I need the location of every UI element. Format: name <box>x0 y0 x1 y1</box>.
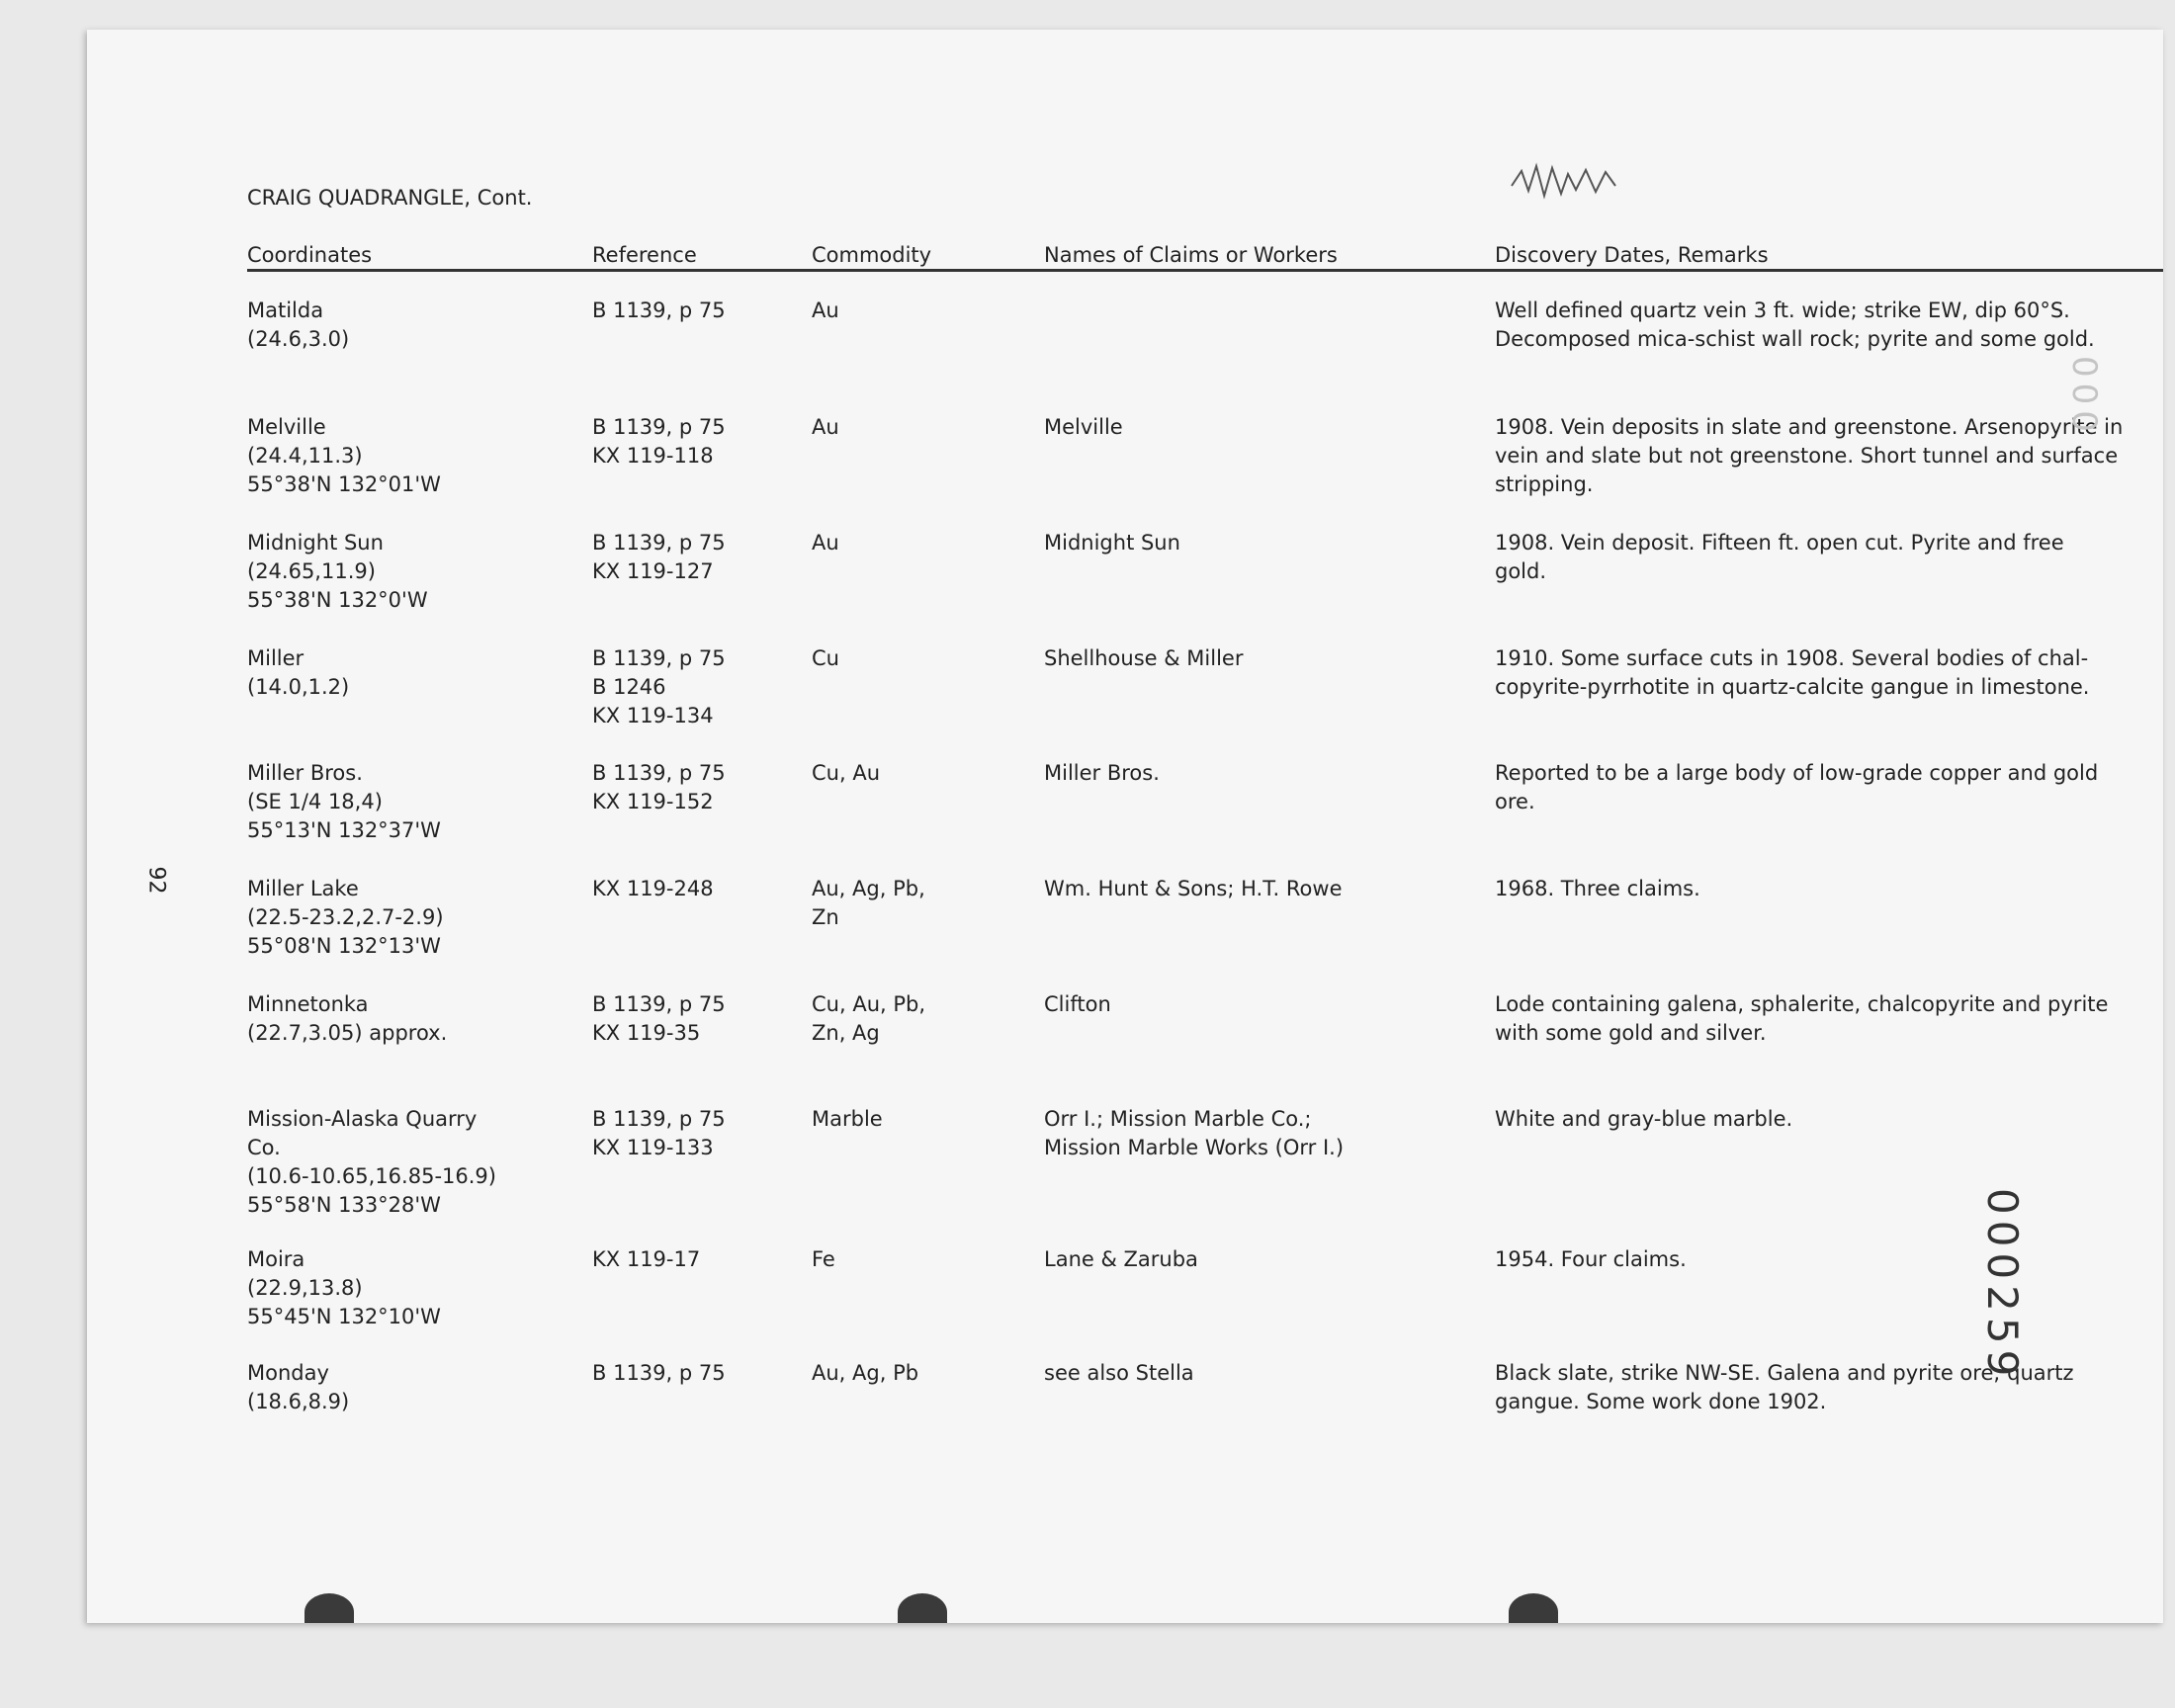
cell-line: KX 119-35 <box>592 1021 701 1045</box>
names-cell <box>1044 875 1343 903</box>
cell-line: Melville <box>1044 415 1123 439</box>
commodity-cell <box>812 990 925 1048</box>
cell-line: Decomposed mica-schist wall rock; pyrite and some gold. <box>1495 327 2095 351</box>
cell-line: (10.6-10.65,16.85-16.9) <box>247 1164 496 1188</box>
reference-cell <box>592 1105 726 1162</box>
cell-line: stripping. <box>1495 472 1594 496</box>
remarks-cell <box>1495 1245 1687 1274</box>
cell-line: B 1139, p 75 <box>592 299 726 322</box>
reference-cell <box>592 990 726 1048</box>
names-cell <box>1044 1245 1198 1274</box>
cell-line: Midnight Sun <box>247 531 384 555</box>
cell-line: Shellhouse & Miller <box>1044 646 1244 670</box>
cell-line: copyrite-pyrrhotite in quartz-calcite gangue in limestone. <box>1495 675 2090 699</box>
cell-line: gangue. Some work done 1902. <box>1495 1390 1827 1413</box>
cell-line: B 1139, p 75 <box>592 761 726 785</box>
cell-line: Fe <box>812 1247 835 1271</box>
reference-cell <box>592 1359 726 1388</box>
names-cell <box>1044 990 1111 1019</box>
cell-line: Co. <box>247 1136 281 1159</box>
coordinates-cell <box>247 413 441 499</box>
cell-line: B 1139, p 75 <box>592 1361 726 1385</box>
remarks-cell <box>1495 759 2098 816</box>
cell-line: Matilda <box>247 299 324 322</box>
cell-line: 1908. Vein deposit. Fifteen ft. open cut. Pyrite and free <box>1495 531 2064 555</box>
cell-line: Marble <box>812 1107 883 1131</box>
cell-line: B 1139, p 75 <box>592 415 726 439</box>
reference-cell <box>592 297 726 325</box>
remarks-cell <box>1495 297 2095 354</box>
column-header-remarks: Discovery Dates, Remarks <box>1495 243 1769 267</box>
cell-line: Clifton <box>1044 992 1111 1016</box>
cell-line: 55°13'N 132°37'W <box>247 818 441 842</box>
page-number: 92 <box>143 866 169 895</box>
cell-line: (SE 1/4 18,4) <box>247 790 383 813</box>
commodity-cell <box>812 297 839 325</box>
cell-line: KX 119-118 <box>592 444 714 468</box>
remarks-cell <box>1495 1105 1792 1134</box>
document-page <box>87 30 2163 1623</box>
names-cell <box>1044 413 1123 442</box>
cell-line: KX 119-152 <box>592 790 714 813</box>
cell-line: Wm. Hunt & Sons; H.T. Rowe <box>1044 877 1343 900</box>
cell-line: B 1139, p 75 <box>592 1107 726 1131</box>
cell-line: gold. <box>1495 559 1547 583</box>
cell-line: Orr I.; Mission Marble Co.; <box>1044 1107 1312 1131</box>
cell-line: Cu, Au <box>812 761 880 785</box>
cell-line: ore. <box>1495 790 1535 813</box>
cell-line: Au, Ag, Pb, <box>812 877 925 900</box>
faint-stamp: 000 <box>2064 356 2104 438</box>
cell-line: KX 119-133 <box>592 1136 714 1159</box>
names-cell <box>1044 1359 1194 1388</box>
names-cell <box>1044 1105 1344 1162</box>
cell-line: Lane & Zaruba <box>1044 1247 1198 1271</box>
cell-line: Monday <box>247 1361 329 1385</box>
coordinates-cell <box>247 875 444 961</box>
cell-line: Lode containing galena, sphalerite, chalcopyrite and pyrite <box>1495 992 2109 1016</box>
cell-line: Miller Lake <box>247 877 359 900</box>
coordinates-cell <box>247 1105 496 1220</box>
header-rule <box>247 269 2163 272</box>
cell-line: Cu <box>812 646 839 670</box>
cell-line: (22.9,13.8) <box>247 1276 363 1300</box>
cell-line: (24.4,11.3) <box>247 444 363 468</box>
cell-line: (24.65,11.9) <box>247 559 376 583</box>
names-cell <box>1044 759 1160 788</box>
commodity-cell <box>812 1245 835 1274</box>
cell-line: B 1139, p 75 <box>592 531 726 555</box>
commodity-cell <box>812 759 880 788</box>
cell-line: 1910. Some surface cuts in 1908. Several bodies of chal- <box>1495 646 2089 670</box>
cell-line: Miller Bros. <box>247 761 363 785</box>
cell-line: (14.0,1.2) <box>247 675 350 699</box>
cell-line: Au <box>812 531 839 555</box>
coordinates-cell <box>247 297 349 354</box>
remarks-cell <box>1495 990 2108 1048</box>
remarks-cell <box>1495 875 1700 903</box>
remarks-cell <box>1495 529 2064 586</box>
cell-line: 55°08'N 132°13'W <box>247 934 441 958</box>
cell-line: 1954. Four claims. <box>1495 1247 1687 1271</box>
punch-hole <box>898 1593 947 1623</box>
page-title: CRAIG QUADRANGLE, Cont. <box>247 186 533 210</box>
cell-line: 55°58'N 133°28'W <box>247 1193 441 1217</box>
document-stamp-number: 000259 <box>1978 1188 2027 1383</box>
punch-hole <box>304 1593 354 1623</box>
coordinates-cell <box>247 1245 441 1331</box>
cell-line: (22.5-23.2,2.7-2.9) <box>247 905 444 929</box>
cell-line: 55°38'N 132°0'W <box>247 588 428 612</box>
commodity-cell <box>812 1359 918 1388</box>
column-header-names: Names of Claims or Workers <box>1044 243 1338 267</box>
cell-line: White and gray-blue marble. <box>1495 1107 1793 1131</box>
reference-cell <box>592 413 726 470</box>
remarks-cell <box>1495 413 2123 499</box>
coordinates-cell <box>247 644 349 702</box>
cell-line: 55°38'N 132°01'W <box>247 472 441 496</box>
cell-line: Miller <box>247 646 304 670</box>
coordinates-cell <box>247 529 428 615</box>
cell-line: (22.7,3.05) approx. <box>247 1021 448 1045</box>
reference-cell <box>592 644 726 730</box>
cell-line: vein and slate but not greenstone. Short tunnel and surface <box>1495 444 2119 468</box>
reference-cell <box>592 529 726 586</box>
cell-line: (18.6,8.9) <box>247 1390 350 1413</box>
handwritten-mark-icon <box>1507 156 1625 215</box>
cell-line: KX 119-134 <box>592 704 714 727</box>
cell-line: KX 119-127 <box>592 559 714 583</box>
cell-line: 55°45'N 132°10'W <box>247 1305 441 1328</box>
commodity-cell <box>812 529 839 557</box>
cell-line: with some gold and silver. <box>1495 1021 1767 1045</box>
cell-line: B 1246 <box>592 675 666 699</box>
column-header-coordinates: Coordinates <box>247 243 373 267</box>
cell-line: Miller Bros. <box>1044 761 1160 785</box>
cell-line: see also Stella <box>1044 1361 1194 1385</box>
cell-line: 1908. Vein deposits in slate and greenstone. Arsenopyrite in <box>1495 415 2124 439</box>
cell-line: Zn <box>812 905 839 929</box>
cell-line: Au, Ag, Pb <box>812 1361 919 1385</box>
reference-cell <box>592 759 726 816</box>
reference-cell <box>592 1245 700 1274</box>
cell-line: Mission Marble Works (Orr I.) <box>1044 1136 1345 1159</box>
cell-line: KX 119-17 <box>592 1247 701 1271</box>
cell-line: Zn, Ag <box>812 1021 880 1045</box>
cell-line: Au <box>812 415 839 439</box>
reference-cell <box>592 875 714 903</box>
commodity-cell <box>812 875 925 932</box>
cell-line: Au <box>812 299 839 322</box>
names-cell <box>1044 529 1180 557</box>
cell-line: (24.6,3.0) <box>247 327 350 351</box>
commodity-cell <box>812 644 839 673</box>
punch-hole <box>1509 1593 1558 1623</box>
coordinates-cell <box>247 759 441 845</box>
cell-line: Black slate, strike NW-SE. Galena and pyrite ore; quartz <box>1495 1361 2074 1385</box>
column-header-reference: Reference <box>592 243 697 267</box>
column-header-commodity: Commodity <box>812 243 932 267</box>
cell-line: Mission-Alaska Quarry <box>247 1107 478 1131</box>
cell-line: Moira <box>247 1247 305 1271</box>
cell-line: Reported to be a large body of low-grade copper and gold <box>1495 761 2099 785</box>
cell-line: Cu, Au, Pb, <box>812 992 926 1016</box>
coordinates-cell <box>247 1359 349 1416</box>
cell-line: Minnetonka <box>247 992 369 1016</box>
remarks-cell <box>1495 644 2089 702</box>
cell-line: Midnight Sun <box>1044 531 1180 555</box>
cell-line: 1968. Three claims. <box>1495 877 1700 900</box>
names-cell <box>1044 644 1243 673</box>
cell-line: B 1139, p 75 <box>592 646 726 670</box>
commodity-cell <box>812 1105 883 1134</box>
cell-line: B 1139, p 75 <box>592 992 726 1016</box>
cell-line: KX 119-248 <box>592 877 714 900</box>
cell-line: Well defined quartz vein 3 ft. wide; strike EW, dip 60°S. <box>1495 299 2070 322</box>
coordinates-cell <box>247 990 447 1048</box>
commodity-cell <box>812 413 839 442</box>
cell-line: Melville <box>247 415 326 439</box>
